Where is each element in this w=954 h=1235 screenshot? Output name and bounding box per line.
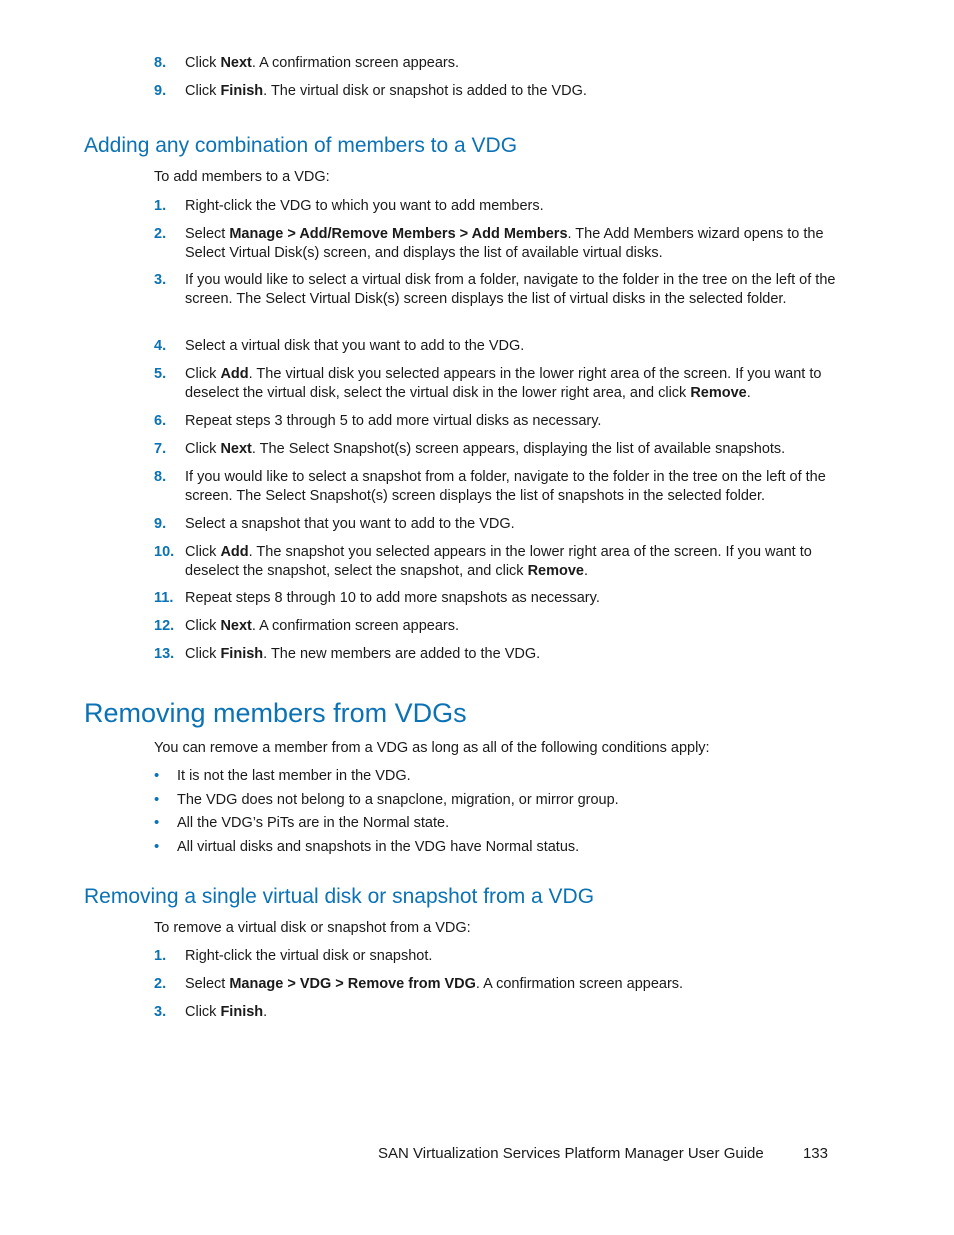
step-text-run: .	[584, 562, 589, 579]
step-text	[185, 590, 600, 606]
step-text-run: Select a virtual disk that you want to add to the VDG.	[185, 338, 525, 354]
step-text-run: Click	[185, 83, 221, 99]
ui-command-label: Add	[220, 544, 249, 560]
step-item	[154, 975, 844, 1003]
step-text-run: Right-click the VDG to which you want to add members.	[185, 198, 544, 214]
step-text-run: Click	[185, 366, 221, 382]
step-text-run: . The Add Members wizard opens to the Select Virtual Disk(s) screen, and displays the list of available virtual disks.	[185, 226, 824, 261]
step-item	[154, 440, 844, 468]
step-item	[154, 365, 844, 412]
step-text	[185, 413, 601, 429]
step-text-run: . The virtual disk or snapshot is added to the VDG.	[263, 83, 587, 99]
bullet-icon: •	[154, 814, 160, 831]
ui-command-label: Finish	[220, 646, 264, 662]
step-text	[185, 646, 540, 662]
step-number: 8.	[154, 55, 167, 71]
step-item	[154, 337, 844, 365]
condition-text: All the VDG’s PiTs are in the Normal state.	[177, 815, 450, 831]
step-text-run: . The snapshot you selected appears in the lower right area of the screen. If you want to deselect the snapshot, select the snapshot, and click	[185, 544, 812, 579]
step-number: 6.	[154, 413, 167, 429]
section-heading-removing-members: Removing members from VDGs	[84, 698, 467, 728]
step-number: 10.	[154, 544, 175, 560]
step-text	[185, 618, 459, 634]
top-step-list	[154, 54, 844, 110]
step-text-run: . A confirmation screen appears.	[251, 55, 460, 71]
step-text	[185, 1004, 267, 1020]
step-text-run: . A confirmation screen appears.	[475, 976, 684, 992]
section-intro-removing-single: To remove a virtual disk or snapshot from a VDG:	[154, 920, 471, 936]
step-text	[185, 366, 821, 401]
step-text-run: Click	[185, 1004, 221, 1020]
step-number: 1.	[154, 948, 167, 964]
step-text-run: If you would like to select a snapshot from a folder, navigate to the folder in the tree on the left of the screen. The Select Snapshot(s) screen displays the list of snapshots in the selected folder.	[185, 469, 826, 504]
ui-command-label: Next	[220, 55, 252, 71]
removing-single-step-list	[154, 947, 844, 1031]
step-item	[154, 515, 844, 543]
step-text-run: Click	[185, 544, 221, 560]
step-number: 1.	[154, 198, 167, 214]
step-number: 8.	[154, 469, 167, 485]
section-intro-adding-members: To add members to a VDG:	[154, 169, 330, 185]
step-text-run: .	[263, 1004, 268, 1020]
bullet-icon: •	[154, 767, 160, 784]
ui-command-label: Next	[220, 618, 252, 634]
step-item	[154, 82, 844, 110]
step-text	[185, 516, 515, 532]
condition-item	[154, 767, 844, 791]
condition-item	[154, 838, 844, 862]
step-number: 3.	[154, 272, 167, 288]
step-item	[154, 589, 844, 617]
condition-text: It is not the last member in the VDG.	[177, 768, 411, 784]
step-text-run: If you would like to select a virtual disk from a folder, navigate to the folder in the tree on the left of the screen. The Select Virtual Disk(s) screen displays the list of virtual disks in the selected folder.	[185, 272, 836, 307]
step-text	[185, 272, 835, 307]
section-intro-removing-members: You can remove a member from a VDG as long as all of the following conditions apply:	[154, 740, 710, 756]
step-text	[185, 948, 432, 964]
step-text-run: . The new members are added to the VDG.	[263, 646, 541, 662]
step-text-run: Repeat steps 3 through 5 to add more virtual disks as necessary.	[185, 413, 602, 429]
ui-command-label: Manage > VDG > Remove from VDG	[229, 976, 476, 992]
step-text	[185, 226, 824, 261]
step-text-run: . The virtual disk you selected appears in the lower right area of the screen. If you want to deselect the virtual disk, select the virtual disk in the lower right area, and click	[185, 366, 822, 401]
ui-command-label: Add	[220, 366, 249, 382]
step-text-run: .	[746, 384, 751, 401]
condition-text: The VDG does not belong to a snapclone, migration, or mirror group.	[177, 791, 619, 808]
step-number: 2.	[154, 976, 167, 992]
bullet-icon: •	[154, 837, 160, 855]
step-text-run: Right-click the virtual disk or snapshot.	[185, 948, 433, 964]
step-number: 11.	[154, 590, 174, 606]
step-text	[185, 469, 826, 504]
condition-item	[154, 791, 844, 815]
ui-command-label: Finish	[220, 83, 264, 99]
section-heading-removing-single: Removing a single virtual disk or snapshot from a VDG	[84, 885, 595, 908]
step-number: 2.	[154, 226, 167, 242]
ui-command-label: Remove	[690, 384, 747, 401]
ui-command-label: Manage > Add/Remove Members > Add Members	[229, 226, 568, 242]
step-text-run: Click	[185, 646, 221, 662]
adding-members-step-list	[154, 197, 844, 673]
step-text	[185, 441, 785, 457]
section-heading-adding-members: Adding any combination of members to a VDG	[84, 134, 518, 157]
step-number: 13.	[154, 646, 175, 662]
step-number: 3.	[154, 1004, 167, 1020]
step-text	[185, 83, 587, 99]
footer-guide-title: SAN Virtualization Services Platform Manager User Guide	[378, 1145, 764, 1162]
step-text-run: . A confirmation screen appears.	[251, 618, 460, 634]
step-item	[154, 54, 844, 82]
step-item	[154, 645, 844, 673]
step-text-run: Select	[185, 226, 230, 242]
step-text-run: . The Select Snapshot(s) screen appears, displaying the list of available snapshots.	[251, 441, 786, 457]
footer-page-number: 133	[802, 1145, 828, 1162]
step-item	[154, 468, 844, 515]
ui-command-label: Remove	[527, 562, 584, 579]
step-text	[185, 55, 459, 71]
ui-command-label: Next	[220, 441, 252, 457]
bullet-icon: •	[154, 790, 160, 808]
step-item	[154, 617, 844, 645]
step-text-run: Select a snapshot that you want to add to the VDG.	[185, 516, 515, 532]
step-item	[154, 543, 844, 589]
step-text-run: Click	[185, 441, 221, 457]
step-item	[154, 1003, 844, 1031]
condition-item	[154, 814, 844, 838]
step-number: 4.	[154, 338, 167, 354]
step-item	[154, 412, 844, 440]
step-text-run: Click	[185, 618, 221, 634]
step-item	[154, 225, 844, 271]
step-number: 9.	[154, 516, 167, 532]
step-text	[185, 976, 683, 992]
step-text	[185, 544, 812, 579]
step-number: 9.	[154, 83, 167, 99]
step-item	[154, 271, 844, 337]
step-text-run: Select	[185, 976, 230, 992]
step-number: 7.	[154, 441, 167, 457]
step-number: 5.	[154, 366, 167, 382]
step-item	[154, 947, 844, 975]
step-text	[185, 338, 524, 354]
condition-text: All virtual disks and snapshots in the VDG have Normal status.	[177, 838, 580, 855]
step-text-run: Repeat steps 8 through 10 to add more snapshots as necessary.	[185, 590, 600, 606]
step-text-run: Click	[185, 55, 221, 71]
ui-command-label: Finish	[220, 1004, 264, 1020]
step-number: 12.	[154, 618, 175, 634]
step-text	[185, 198, 544, 214]
removal-conditions-list	[154, 767, 844, 861]
step-item	[154, 197, 844, 225]
